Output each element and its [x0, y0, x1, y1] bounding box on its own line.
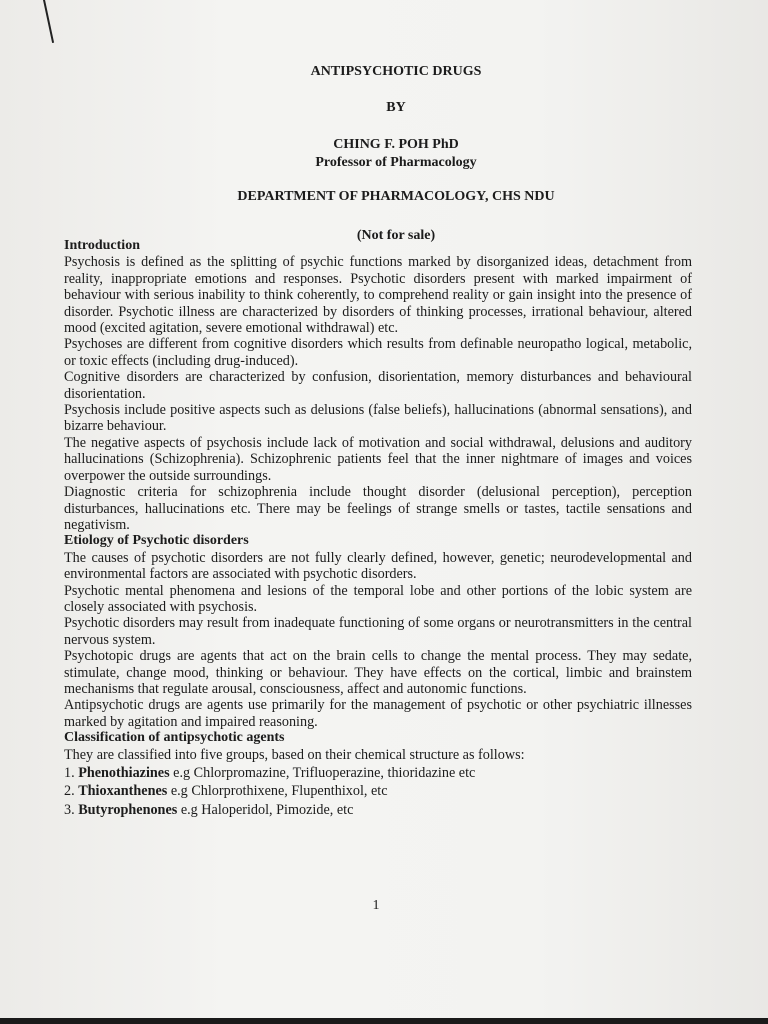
- list-item: [64, 802, 692, 818]
- author-role: Professor of Pharmacology: [315, 155, 477, 170]
- paragraph: Psychoses are different from cognitive disorders which results from definable neuropatho logical, metabolic, or toxic effects (including drug-induced).: [64, 336, 692, 369]
- list-item: [64, 783, 692, 799]
- byline-label: BY: [386, 100, 406, 115]
- list-item: [64, 765, 692, 781]
- paragraph: The causes of psychotic disorders are not fully clearly defined, however, genetic; neurodevelopmental and environmental factors are associated with psychotic disorders.: [64, 549, 692, 583]
- paragraph: Psychotopic drugs are agents that act on the brain cells to change the mental process. They may sedate, stimulate, change mood, thinking or behaviour. They have effects on the cortical, limbic and brainstem mechanisms that regulate arousal, consciousness, affect and autonomic functions.: [64, 648, 692, 697]
- sale-notice: (Not for sale): [356, 228, 436, 243]
- pen-mark: [43, 0, 54, 43]
- list-number: 1.: [64, 765, 75, 781]
- document-title: ANTIPSYCHOTIC DRUGS: [310, 64, 482, 79]
- paragraph: Cognitive disorders are characterized by confusion, disorientation, memory disturbances and behavioural disorientation.: [64, 369, 692, 402]
- drug-class-list: [64, 765, 692, 818]
- author-name: CHING F. POH PhD: [333, 137, 459, 152]
- drug-examples: e.g Chlorpromazine, Trifluoperazine, thioridazine etc: [169, 765, 476, 781]
- paragraph: Psychosis include positive aspects such as delusions (false beliefs), hallucinations (abnormal sensations), and bizarre behaviour.: [64, 402, 692, 435]
- drug-class-name: Phenothiazines: [78, 765, 170, 781]
- drug-class-name: Butyrophenones: [78, 801, 178, 818]
- drug-class-name: Thioxanthenes: [78, 783, 168, 800]
- paragraph: Psychotic disorders may result from inadequate functioning of some organs or neurotransmitters in the central nervous system.: [64, 615, 692, 648]
- paragraph: Antipsychotic drugs are agents use primarily for the management of psychotic or other psychiatric illnesses marked by agitation and impaired reasoning.: [64, 697, 692, 730]
- document-body: [64, 238, 692, 820]
- paragraph: Psychotic mental phenomena and lesions of the temporal lobe and other portions of the lobic system are closely associated with psychosis.: [64, 582, 692, 615]
- section-heading-introduction: Introduction: [64, 238, 140, 253]
- paragraph: Diagnostic criteria for schizophrenia include thought disorder (delusional perception), perception disturbances, hallucinations etc. There may be feelings of strange smells or tastes, tactile sensations and negativism.: [64, 484, 692, 533]
- paragraph: Psychosis is defined as the splitting of psychic functions marked by disorganized ideas, detachment from reality, inappropriate emotions and responses. Psychotic disorders present with marked impairment of behaviour with serious inability to think coherently, to comprehend reality or gain insight into the presence of disorder. Psychotic illness are characterized by disorders of thinking processes, irrational behaviour, altered mood (excited agitation, severe emotional withdrawal) etc.: [64, 254, 692, 337]
- scan-bottom-edge: [0, 1018, 768, 1024]
- paragraph: The negative aspects of psychosis include lack of motivation and social withdrawal, delusions and auditory hallucinations (Schizophrenia). Schizophrenic patients feel that the inner nightmare of images and voices overpower the outside surroundings.: [64, 434, 692, 484]
- section-heading-classification: Classification of antipsychotic agents: [64, 730, 285, 746]
- page-number: 1: [372, 898, 380, 913]
- list-number: 3.: [64, 801, 75, 818]
- paragraph: They are classified into five groups, based on their chemical structure as follows:: [64, 746, 525, 763]
- drug-examples: e.g Haloperidol, Pimozide, etc: [177, 801, 354, 818]
- section-heading-etiology: Etiology of Psychotic disorders: [64, 533, 249, 549]
- list-number: 2.: [64, 783, 75, 800]
- department-name: DEPARTMENT OF PHARMACOLOGY, CHS NDU: [237, 189, 555, 204]
- drug-examples: e.g Chlorprothixene, Flupenthixol, etc: [167, 783, 388, 800]
